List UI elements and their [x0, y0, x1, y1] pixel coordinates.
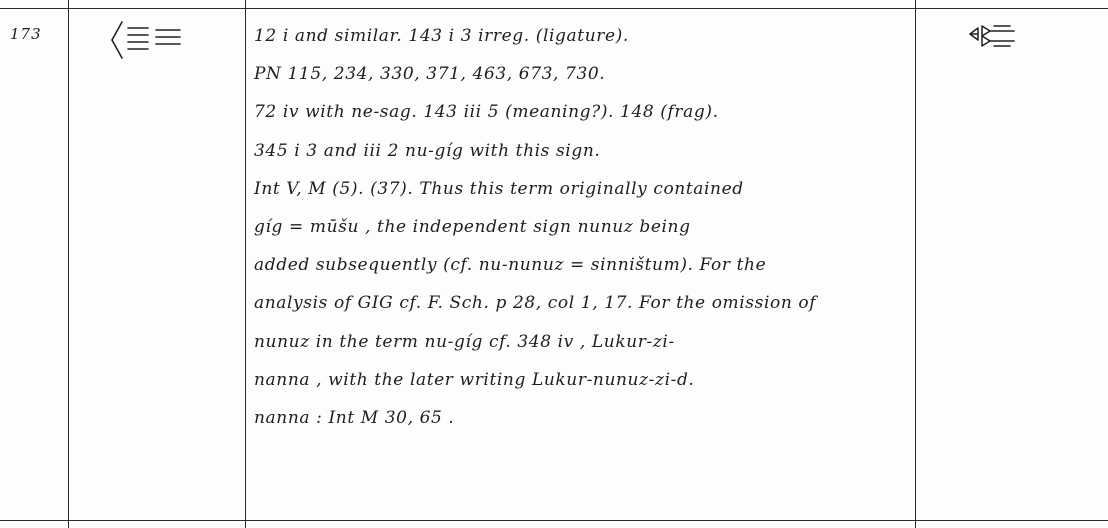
column-divider-sign: [245, 0, 246, 528]
note-line: nanna : Int M 30, 65 .: [254, 407, 455, 428]
late-sign-icon: [966, 18, 1036, 58]
note-line: nunuz in the term nu-gíg cf. 348 iv , Lukur-zi-: [254, 331, 675, 352]
archaic-sign-icon: [108, 16, 198, 64]
note-line: 72 iv with ne-sag. 143 iii 5 (meaning?). 148 (frag).: [254, 102, 719, 123]
note-line: 345 i 3 and iii 2 nu-gíg with this sign.: [254, 140, 601, 161]
notes-column: [254, 17, 914, 437]
note-line: added subsequently (cf. nu-nunuz = sinništum). For the: [254, 255, 767, 276]
column-divider-notes: [915, 0, 916, 528]
table-top-rule: [0, 8, 1108, 9]
note-line: Int V, M (5). (37). Thus this term originally contained: [254, 178, 744, 199]
entry-number: 173: [10, 25, 42, 43]
note-line: nanna , with the later writing Lukur-nunuz-zi-d.: [254, 369, 695, 390]
note-line: 12 i and similar. 143 i 3 irreg. (ligature).: [254, 26, 629, 46]
note-line: PN 115, 234, 330, 371, 463, 673, 730.: [254, 64, 606, 85]
table-bottom-rule: [0, 520, 1108, 521]
note-line: analysis of GIG cf. F. Sch. p 28, col 1, 17. For the omission of: [254, 293, 817, 314]
note-line: gíg = mūšu , the independent sign nunuz being: [254, 216, 691, 237]
column-divider-number: [68, 0, 69, 528]
